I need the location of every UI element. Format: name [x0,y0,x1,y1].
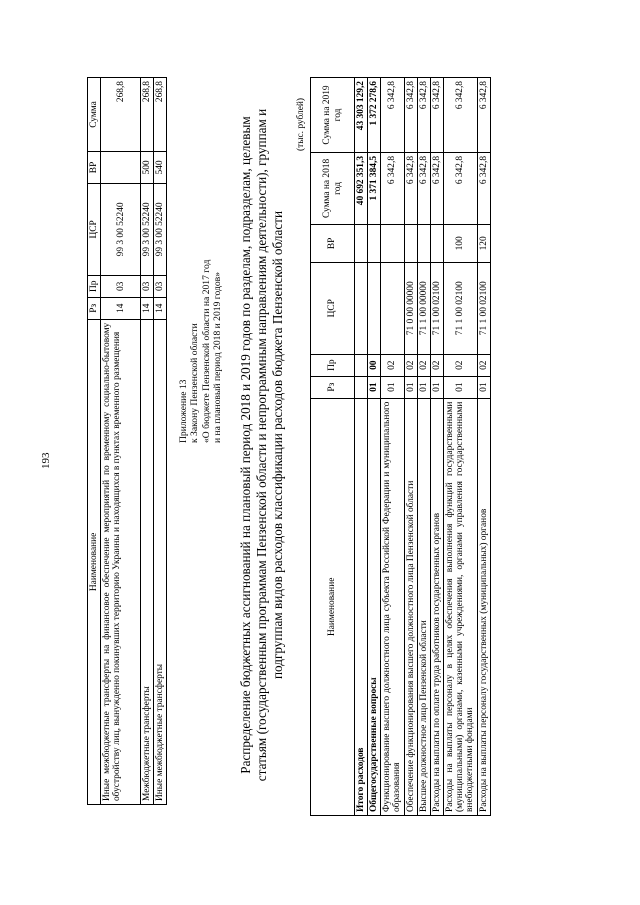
row-csr: 99 3 00 52240 [101,183,141,275]
row-rz: 01 [430,376,443,398]
row-sum-2019: 1 372 278,6 [368,78,381,153]
annex-line: Приложение 13 [178,379,189,443]
table-row [381,78,404,816]
row-csr [355,262,368,354]
row-csr: 71 1 00 02100 [444,262,477,354]
table-row [444,78,477,816]
header-vr: ВР [88,151,101,183]
row-csr: 99 3 00 52240 [154,183,167,275]
row-pr: 03 [101,275,141,297]
annex-line: «О бюджете Пензенской области на 2017 год [200,259,212,443]
row-name: Функционирование высшего должностного лица субъекта Российской Федерации и муниципального образования [381,398,404,815]
row-pr: 02 [404,354,417,376]
row-csr: 71 0 00 00000 [404,262,417,354]
row-sum-2018: 6 342,8 [444,152,477,224]
row-name: Расходы на выплаты персоналу в целях обеспечения выполнения функций государственными (муниципальными) органами, казенными учреждениями, органами управления государственными внебюджетными фондами [444,398,477,815]
row-sum-2018: 6 342,8 [417,152,430,224]
row-name: Высшее должностное лицо Пензенской области [417,398,430,815]
row-pr: 02 [430,354,443,376]
header-csr: ЦСР [88,183,101,275]
row-pr: 03 [154,275,167,297]
row-pr: 02 [477,354,490,376]
row-sum-2018: 6 342,8 [404,152,417,224]
row-rz [355,376,368,398]
row-csr: 71 1 00 02100 [477,262,490,354]
row-rz: 01 [417,376,430,398]
row-sum-2018: 1 371 384,5 [368,152,381,224]
row-rz: 14 [101,297,141,319]
main-table [310,77,491,816]
row-sum-2018: 6 342,8 [381,152,404,224]
top-table [87,77,167,805]
row-sum-2018: 40 692 351,3 [355,152,368,224]
row-vr [430,224,443,262]
header-vr: ВР [311,224,355,262]
header-rz: Рз [311,376,355,398]
row-rz: 14 [154,297,167,319]
row-sum-2019: 6 342,8 [417,78,430,153]
row-rz: 01 [368,376,381,398]
row-name: Расходы на выплаты персоналу государственных (муниципальных) органов [477,398,490,815]
row-csr [381,262,404,354]
header-csr: ЦСР [311,262,355,354]
units-note: (тыс. рублей) [296,97,306,151]
annex-block [178,260,223,443]
row-vr [368,224,381,262]
row-sum: 268,8 [101,78,141,152]
row-name: Иные межбюджетные трансферты [154,319,167,804]
header-pr: Пр [88,275,101,297]
row-sum-2019: 6 342,8 [444,78,477,153]
row-vr [381,224,404,262]
row-vr: 540 [154,151,167,183]
header-sum-2018: Сумма на 2018 год [311,152,355,224]
table-row [154,78,167,805]
top-table-header [88,78,101,805]
header-name: Наименование [88,319,101,804]
row-vr: 100 [444,224,477,262]
header-sum: Сумма [88,78,101,152]
row-pr [355,354,368,376]
table-row [355,78,368,816]
row-rz: 01 [381,376,404,398]
table-row [101,78,141,805]
row-name: Межбюджетные трансферты [141,319,154,804]
annex-line: к Закону Пензенской области [189,323,201,443]
table-row [430,78,443,816]
header-sum-2019: Сумма на 2019 год [311,78,355,153]
table-row [477,78,490,816]
row-csr [368,262,381,354]
row-csr: 99 3 00 52240 [141,183,154,275]
row-vr: 120 [477,224,490,262]
row-sum-2019: 6 342,8 [430,78,443,153]
row-csr: 71 1 00 00000 [417,262,430,354]
row-pr: 00 [368,354,381,376]
row-sum: 268,8 [154,78,167,152]
header-pr: Пр [311,354,355,376]
row-sum-2019: 6 342,8 [381,78,404,153]
document-heading: Распределение бюджетных ассигнований на плановый период 2018 и 2019 годов по разделам, подразделам, целевым статьям (государственным программам Пензенской области и непрограммным направлениям деятельности), группам и подгруппам видов расходов классификации расходов бюджета Пензенской области [238,108,286,782]
main-table-header [311,78,355,816]
table-row [141,78,154,805]
row-sum: 268,8 [141,78,154,152]
row-name: Иные межбюджетные трансферты на финансовое обеспечение мероприятий по временному социально-бытовому обустройству лиц, вынужденно покинувших территорию Украины и находящихся в пунктах временного размещения [101,319,141,804]
row-pr: 02 [417,354,430,376]
annex-line: и на плановый период 2018 и 2019 годов» [211,272,223,443]
row-pr: 02 [444,354,477,376]
row-rz: 01 [477,376,490,398]
row-sum-2018: 6 342,8 [477,152,490,224]
row-vr [355,224,368,262]
table-row [404,78,417,816]
row-pr: 03 [141,275,154,297]
row-rz: 01 [404,376,417,398]
row-name: Расходы на выплаты по оплате труда работников государственных органов [430,398,443,815]
row-vr [417,224,430,262]
row-name: Общегосударственные вопросы [368,398,381,815]
row-name: Итого расходов [355,398,368,815]
table-row [417,78,430,816]
row-name: Обеспечение функционирования высшего должностного лица Пензенской области [404,398,417,815]
row-vr: 500 [141,151,154,183]
page-number: 193 [40,452,52,469]
row-csr: 71 1 00 02100 [430,262,443,354]
table-row [368,78,381,816]
row-sum-2019: 6 342,8 [404,78,417,153]
row-rz: 14 [141,297,154,319]
header-rz: Рз [88,297,101,319]
row-sum-2018: 6 342,8 [430,152,443,224]
row-vr [404,224,417,262]
row-rz: 01 [444,376,477,398]
row-vr [101,151,141,183]
row-pr: 02 [381,354,404,376]
header-name: Наименование [311,398,355,815]
row-sum-2019: 43 303 129,2 [355,78,368,153]
row-sum-2019: 6 342,8 [477,78,490,153]
